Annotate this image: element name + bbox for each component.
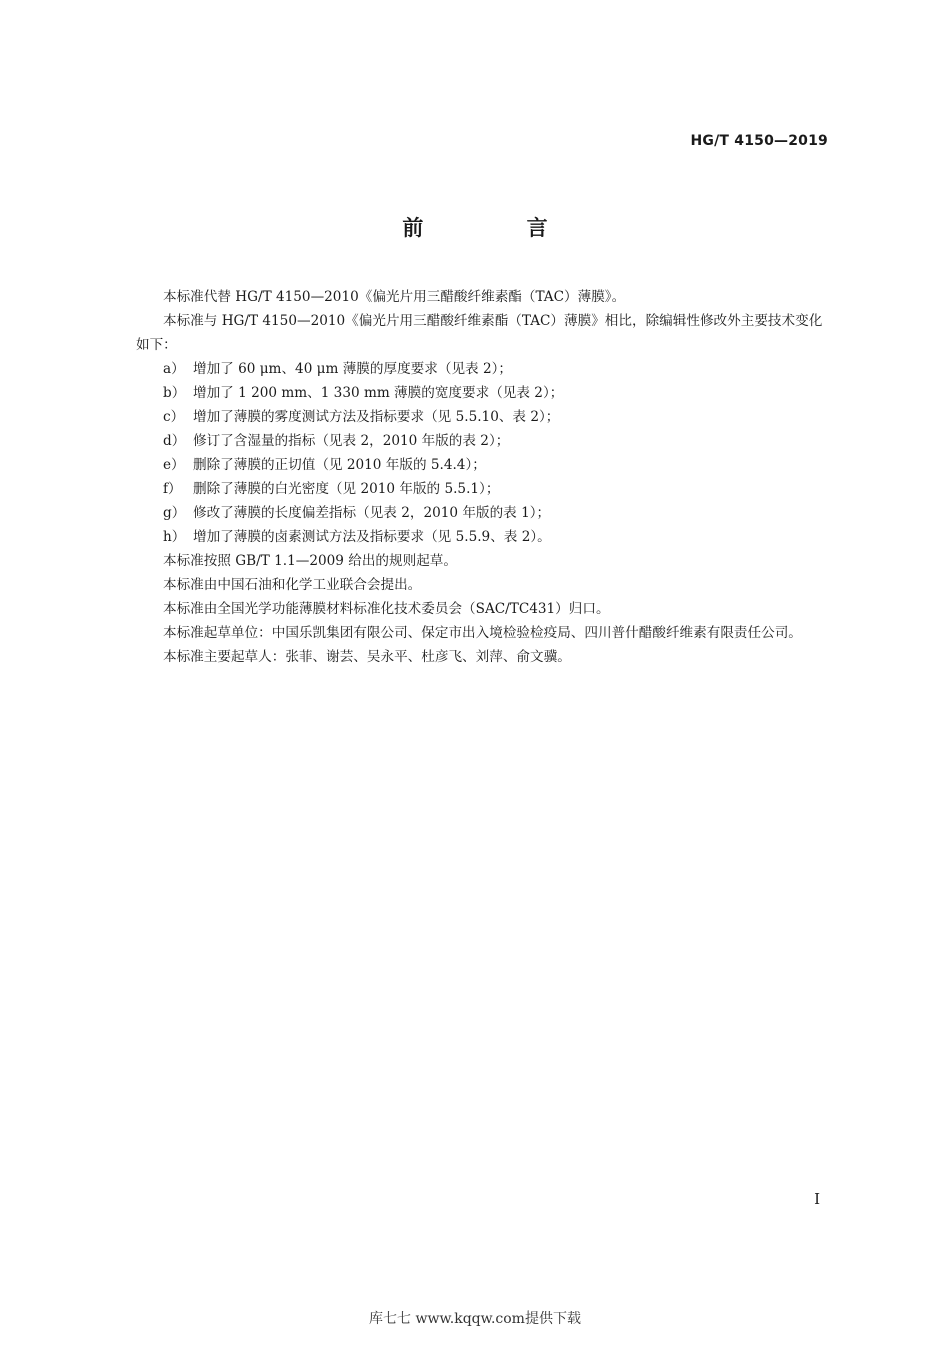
list-item [136,453,826,477]
list-item [136,357,826,381]
list-item-text: 增加了薄膜的雾度测试方法及指标要求（见 5.5.10、表 2）； [193,409,560,425]
paragraph-comparison: 本标准与 HG/T 4150—2010《偏光片用三醋酸纤维素酯（TAC）薄膜》相比，除编辑性修改外主要技术变化如下： [136,313,823,353]
list-marker: e） [163,457,185,473]
list-item-text: 修订了含湿量的指标（见表 2，2010 年版的表 2）； [193,433,510,449]
list-item-text: 修改了薄膜的长度偏差指标（见表 2，2010 年版的表 1）； [193,505,551,521]
list-item-text: 删除了薄膜的正切值（见 2010 年版的 5.4.4）； [193,457,486,473]
list-marker: g） [163,505,186,521]
list-marker: a） [163,361,185,377]
page-number: I [814,1190,820,1208]
standard-code: HG/T 4150—2019 [690,133,828,149]
paragraph-drafters: 本标准主要起草人：张菲、谢芸、吴永平、杜彦飞、刘萍、俞文骥。 [163,649,571,665]
download-watermark: 库七七 www.kqqw.com提供下载 [369,1311,581,1327]
list-marker: b） [163,385,186,401]
list-marker: h） [163,529,186,545]
paragraph-replaces: 本标准代替 HG/T 4150—2010《偏光片用三醋酸纤维素酯（TAC）薄膜》。 [163,289,626,305]
paragraph-proposed-by: 本标准由中国石油和化学工业联合会提出。 [163,577,422,593]
list-item [136,501,826,525]
list-item [136,405,826,429]
foreword-body [136,285,826,669]
list-item-text: 增加了薄膜的卤素测试方法及指标要求（见 5.5.9、表 2）。 [193,529,551,545]
paragraph-drafting-rules: 本标准按照 GB/T 1.1—2009 给出的规则起草。 [163,553,457,569]
paragraph-technical-committee: 本标准由全国光学功能薄膜材料标准化技术委员会（SAC/TC431）归口。 [163,601,610,617]
page-title: 前 言 [402,216,596,240]
list-item [136,525,826,549]
list-marker: c） [163,409,185,425]
list-item [136,381,826,405]
list-item-text: 删除了薄膜的白光密度（见 2010 年版的 5.5.1）； [193,481,500,497]
list-marker: f） [163,481,182,497]
list-item [136,429,826,453]
paragraph-drafting-units: 本标准起草单位：中国乐凯集团有限公司、保定市出入境检验检疫局、四川普什醋酸纤维素有限责任公司。 [163,625,802,641]
list-item-text: 增加了 60 μm、40 μm 薄膜的厚度要求（见表 2）； [193,361,512,377]
list-item [136,477,826,501]
list-marker: d） [163,433,186,449]
list-item-text: 增加了 1 200 mm、1 330 mm 薄膜的宽度要求（见表 2）； [193,385,564,401]
